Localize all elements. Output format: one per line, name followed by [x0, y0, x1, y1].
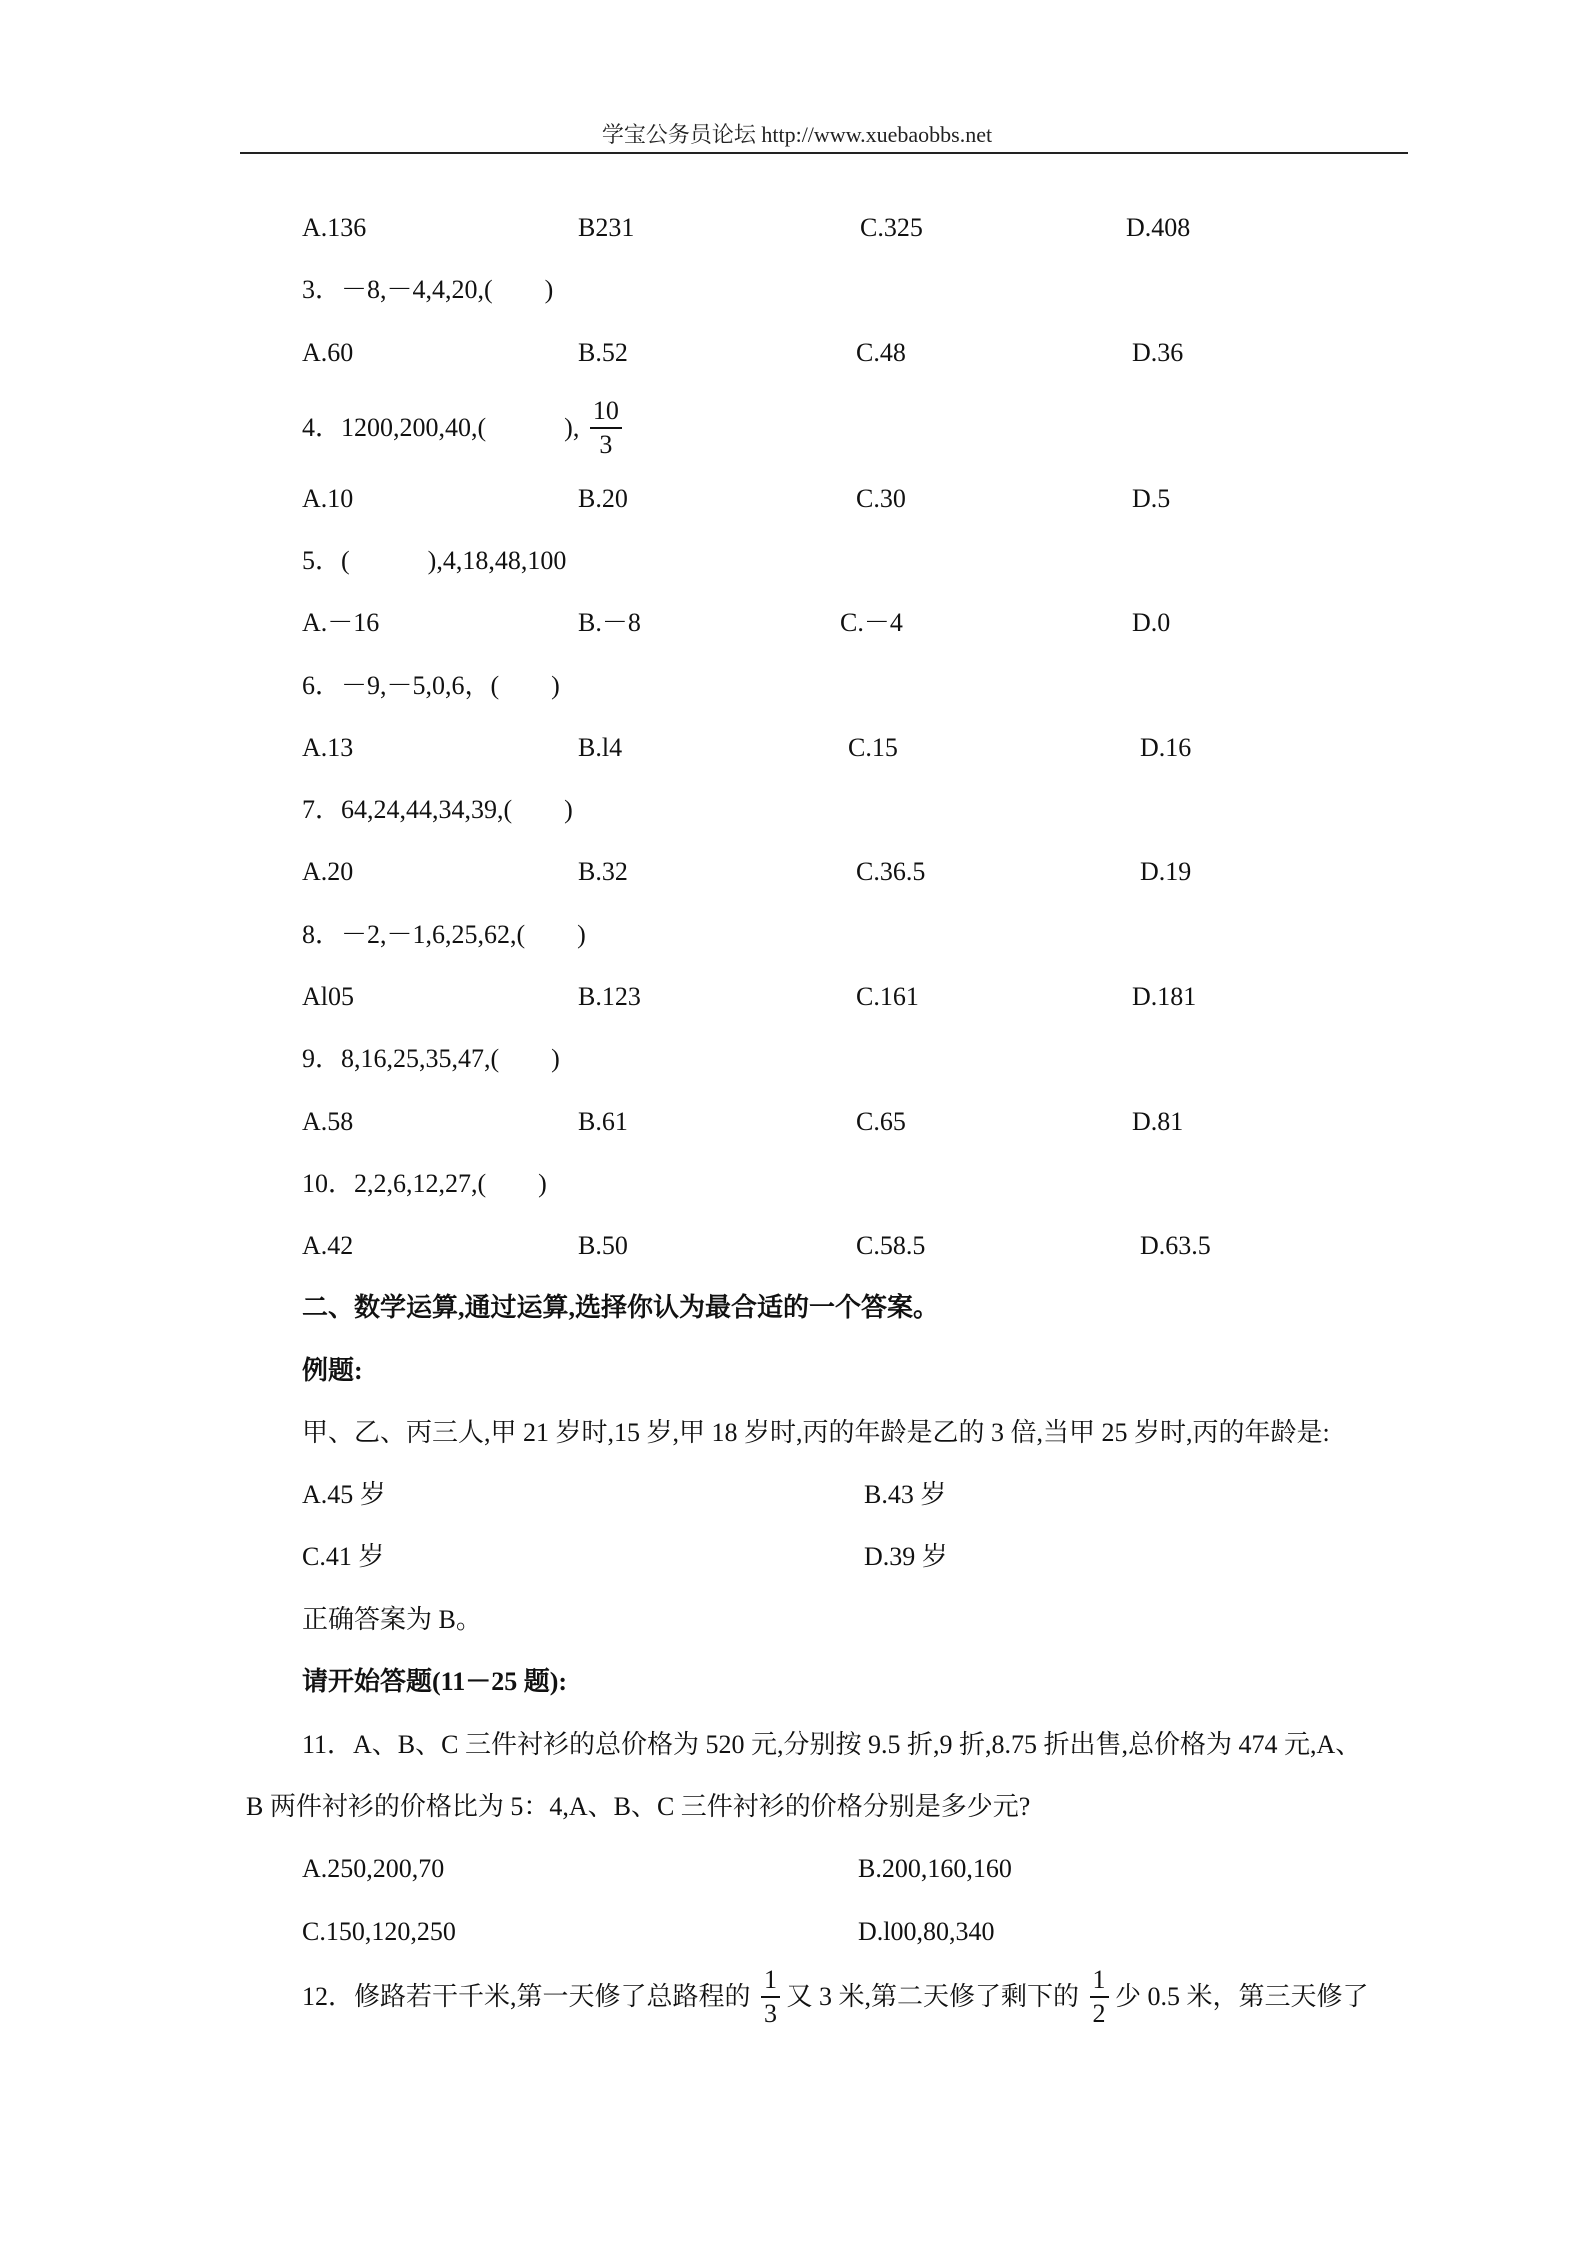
- example-option-a: A.45 岁: [302, 1480, 386, 1509]
- q4-option-a: A.10: [302, 484, 354, 513]
- example-question: 甲、乙、丙三人,甲 21 岁时,15 岁,甲 18 岁时,丙的年龄是乙的 3 倍,当甲 25 岁时,丙的年龄是:: [302, 1418, 1330, 1447]
- q11-option-c: C.150,120,250: [302, 1917, 456, 1946]
- q4-fraction: [590, 397, 622, 459]
- start-answering-label: 请开始答题(11－25 题):: [302, 1667, 568, 1696]
- q7-option-a: A.20: [302, 857, 354, 886]
- example-option-b: B.43 岁: [864, 1480, 947, 1509]
- q3-option-a: A.60: [302, 338, 354, 367]
- q12-fraction-one-half: [1090, 1966, 1109, 2028]
- q5-stem: 5．( ),4,18,48,100: [302, 546, 567, 575]
- q2-option-b: B231: [578, 213, 635, 242]
- q11-option-a: A.250,200,70: [302, 1854, 445, 1883]
- q5-option-c: C.－4: [840, 608, 903, 637]
- page-header: 学宝公务员论坛 http://www.xuebaobbs.net: [601, 122, 993, 147]
- header-divider: [240, 152, 1408, 154]
- q7-stem: 7．64,24,44,34,39,( ): [302, 795, 573, 824]
- q10-stem: 10．2,2,6,12,27,( ): [302, 1169, 547, 1198]
- q6-option-b: B.l4: [578, 733, 623, 762]
- q3-option-c: C.48: [856, 338, 906, 367]
- q12-fraction-one-third: [761, 1966, 780, 2028]
- q5-option-d: D.0: [1132, 608, 1171, 637]
- q8-option-a: Al05: [302, 982, 354, 1011]
- q8-stem: 8．－2,－1,6,25,62,( ): [302, 920, 586, 949]
- q5-option-a: A.－16: [302, 608, 380, 637]
- q12-text-part3: 少 0.5 米，第三天修了: [1115, 1982, 1369, 2011]
- q11-stem-line2: B 两件衬衫的价格比为 5：4,A、B、C 三件衬衫的价格分别是多少元?: [246, 1792, 1031, 1821]
- q2-option-a: A.136: [302, 213, 367, 242]
- q9-option-d: D.81: [1132, 1107, 1184, 1136]
- example-option-c: C.41 岁: [302, 1542, 385, 1571]
- q7-option-b: B.32: [578, 857, 628, 886]
- q12-text-part1: 12．修路若干千米,第一天修了总路程的: [302, 1982, 751, 2011]
- q4-option-d: D.5: [1132, 484, 1171, 513]
- example-label: 例题:: [302, 1356, 363, 1385]
- example-option-d: D.39 岁: [864, 1542, 948, 1571]
- q12-stem: [302, 1966, 1369, 2028]
- q3-stem: 3．－8,－4,4,20,( ): [302, 275, 554, 304]
- q7-option-d: D.19: [1140, 857, 1192, 886]
- q11-option-d: D.l00,80,340: [858, 1917, 995, 1946]
- q4-option-b: B.20: [578, 484, 628, 513]
- q9-option-a: A.58: [302, 1107, 354, 1136]
- q11-option-b: B.200,160,160: [858, 1854, 1012, 1883]
- q12-fraction2-numerator: 1: [1090, 1966, 1109, 1998]
- q4-option-c: C.30: [856, 484, 906, 513]
- q2-option-d: D.408: [1126, 213, 1191, 242]
- q2-option-c: C.325: [860, 213, 923, 242]
- q6-option-c: C.15: [848, 733, 898, 762]
- q3-option-d: D.36: [1132, 338, 1184, 367]
- q7-option-c: C.36.5: [856, 857, 926, 886]
- q8-option-d: D.181: [1132, 982, 1197, 1011]
- q9-option-c: C.65: [856, 1107, 906, 1136]
- q10-option-b: B.50: [578, 1231, 628, 1260]
- q6-option-a: A.13: [302, 733, 354, 762]
- q3-option-b: B.52: [578, 338, 628, 367]
- q12-fraction1-denominator: 3: [764, 1999, 778, 2028]
- q6-stem: 6．－9,－5,0,6，( ): [302, 671, 560, 700]
- example-answer: 正确答案为 B。: [302, 1605, 482, 1634]
- q12-text-part2: 又 3 米,第二天修了剩下的: [786, 1982, 1080, 2011]
- q8-option-b: B.123: [578, 982, 641, 1011]
- q4-stem: [302, 397, 622, 459]
- q8-option-c: C.161: [856, 982, 919, 1011]
- q4-fraction-numerator: 10: [590, 397, 622, 429]
- q10-option-a: A.42: [302, 1231, 354, 1260]
- q10-option-c: C.58.5: [856, 1231, 926, 1260]
- q6-option-d: D.16: [1140, 733, 1192, 762]
- q5-option-b: B.－8: [578, 608, 641, 637]
- q9-option-b: B.61: [578, 1107, 628, 1136]
- q9-stem: 9．8,16,25,35,47,( ): [302, 1044, 560, 1073]
- q12-fraction1-numerator: 1: [761, 1966, 780, 1998]
- q12-fraction2-denominator: 2: [1092, 1999, 1106, 2028]
- q4-stem-text: 4．1200,200,40,( ),: [302, 413, 580, 442]
- section2-heading: 二、数学运算,通过运算,选择你认为最合适的一个答案。: [302, 1293, 940, 1322]
- q11-stem-line1: 11．A、B、C 三件衬衫的总价格为 520 元,分别按 9.5 折,9 折,8.75 折出售,总价格为 474 元,A、: [302, 1730, 1362, 1759]
- q10-option-d: D.63.5: [1140, 1231, 1211, 1260]
- q4-fraction-denominator: 3: [599, 430, 613, 459]
